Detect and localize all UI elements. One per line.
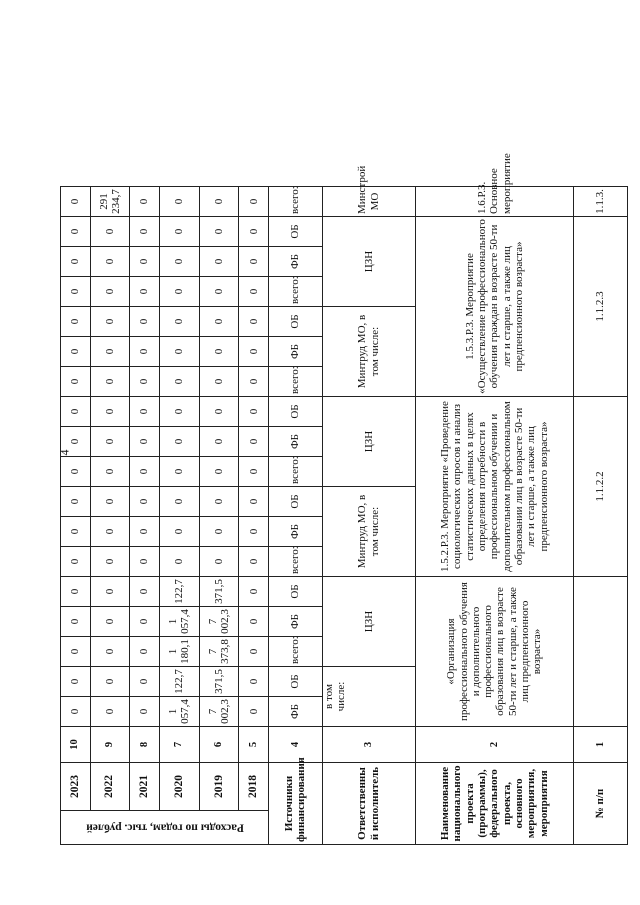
value-cell: 0 bbox=[159, 337, 199, 367]
value-cell: 0 bbox=[239, 697, 269, 727]
source-cell: ОБ bbox=[269, 577, 323, 607]
value-cell: 0 bbox=[159, 517, 199, 547]
value-cell: 0 bbox=[199, 517, 239, 547]
source-cell: ОБ bbox=[269, 397, 323, 427]
table-row bbox=[159, 37, 199, 845]
value-cell: 0 bbox=[199, 307, 239, 337]
value-cell: 1 057,4 bbox=[159, 607, 199, 637]
value-cell: 0 bbox=[199, 337, 239, 367]
value-cell: 0 bbox=[130, 217, 160, 247]
table-row bbox=[130, 37, 160, 845]
value-cell: 0 bbox=[199, 397, 239, 427]
value-cell: 0 bbox=[61, 637, 91, 667]
value-cell: 0 bbox=[239, 307, 269, 337]
value-cell: 0 bbox=[239, 217, 269, 247]
value-cell: 0 bbox=[130, 337, 160, 367]
value-cell: 0 bbox=[239, 457, 269, 487]
column-number: 7 bbox=[159, 727, 199, 763]
responsible-cell: ЦЗН bbox=[322, 217, 415, 307]
table-row bbox=[239, 37, 269, 845]
value-cell: 0 bbox=[130, 487, 160, 517]
column-number: 8 bbox=[130, 727, 160, 763]
value-cell: 0 bbox=[199, 457, 239, 487]
value-cell: 0 bbox=[159, 187, 199, 217]
value-cell: 1 057,4 bbox=[159, 697, 199, 727]
value-cell: 371,5 bbox=[199, 667, 239, 697]
value-cell: 0 bbox=[239, 427, 269, 457]
source-cell: ОБ bbox=[269, 217, 323, 247]
value-cell: 0 bbox=[130, 607, 160, 637]
value-cell: 0 bbox=[159, 307, 199, 337]
value-cell: 0 bbox=[199, 547, 239, 577]
value-cell: 0 bbox=[239, 577, 269, 607]
expenses-header: Расходы по годам, тыс. рублей bbox=[61, 811, 269, 845]
value-cell: 0 bbox=[159, 217, 199, 247]
measure-name: 1.6.Р.3. Основное мероприятие bbox=[415, 187, 573, 217]
value-cell: 0 bbox=[90, 427, 130, 457]
value-cell: 371,5 bbox=[199, 577, 239, 607]
value-cell: 0 bbox=[130, 397, 160, 427]
column-number: 2 bbox=[415, 727, 573, 763]
year-header: 2023 bbox=[61, 763, 91, 811]
source-cell: всего: bbox=[269, 457, 323, 487]
value-cell: 0 bbox=[239, 547, 269, 577]
value-cell: 0 bbox=[61, 247, 91, 277]
value-cell: 0 bbox=[61, 307, 91, 337]
value-cell: 0 bbox=[61, 367, 91, 397]
value-cell: 0 bbox=[239, 637, 269, 667]
value-cell: 0 bbox=[90, 547, 130, 577]
value-cell: 0 bbox=[239, 517, 269, 547]
value-cell: 0 bbox=[159, 427, 199, 457]
value-cell: 0 bbox=[90, 397, 130, 427]
year-header: 2022 bbox=[90, 763, 130, 811]
column-number: 6 bbox=[199, 727, 239, 763]
value-cell: 7 373,8 bbox=[199, 637, 239, 667]
value-cell: 0 bbox=[239, 247, 269, 277]
table-row bbox=[199, 37, 239, 845]
value-cell: 0 bbox=[159, 367, 199, 397]
value-cell: 0 bbox=[90, 337, 130, 367]
value-cell: 0 bbox=[61, 667, 91, 697]
value-cell: 0 bbox=[199, 217, 239, 247]
value-cell: 0 bbox=[130, 427, 160, 457]
value-cell: 0 bbox=[130, 547, 160, 577]
value-cell: 122,7 bbox=[159, 577, 199, 607]
value-cell: 7 002,3 bbox=[199, 607, 239, 637]
value-cell: 0 bbox=[61, 427, 91, 457]
source-cell: ОБ bbox=[269, 307, 323, 337]
source-cell: ФБ bbox=[269, 517, 323, 547]
value-cell: 0 bbox=[90, 277, 130, 307]
value-cell: 0 bbox=[90, 217, 130, 247]
source-cell: всего: bbox=[269, 547, 323, 577]
value-cell: 0 bbox=[239, 607, 269, 637]
value-cell: 0 bbox=[61, 697, 91, 727]
number-header: № п/п bbox=[574, 763, 628, 845]
source-cell: всего: bbox=[269, 367, 323, 397]
value-cell: 0 bbox=[130, 457, 160, 487]
year-header: 2020 bbox=[159, 763, 199, 811]
value-cell: 0 bbox=[61, 517, 91, 547]
value-cell: 0 bbox=[239, 337, 269, 367]
source-cell: ФБ bbox=[269, 697, 323, 727]
value-cell: 0 bbox=[61, 217, 91, 247]
source-cell: ФБ bbox=[269, 337, 323, 367]
row-number: 1.1.2.3 bbox=[574, 217, 628, 397]
value-cell: 0 bbox=[159, 247, 199, 277]
table-row bbox=[61, 37, 91, 845]
value-cell: 0 bbox=[159, 277, 199, 307]
value-cell: 0 bbox=[239, 487, 269, 517]
value-cell: 0 bbox=[199, 247, 239, 277]
value-cell: 0 bbox=[90, 607, 130, 637]
value-cell: 0 bbox=[90, 697, 130, 727]
value-cell: 0 bbox=[159, 397, 199, 427]
column-number: 3 bbox=[322, 727, 415, 763]
responsible-cell: ЦЗН bbox=[322, 397, 415, 487]
value-cell: 1 180,1 bbox=[159, 637, 199, 667]
row-number-empty bbox=[574, 577, 628, 727]
value-cell: 0 bbox=[61, 547, 91, 577]
rotated-page bbox=[57, 40, 628, 845]
value-cell: 0 bbox=[130, 577, 160, 607]
responsible-header: Ответственны й исполнитель bbox=[322, 763, 415, 845]
source-cell: ФБ bbox=[269, 247, 323, 277]
source-cell: ФБ bbox=[269, 607, 323, 637]
source-cell: ОБ bbox=[269, 487, 323, 517]
responsible-cell: Минтруд МО, в том числе: bbox=[322, 487, 415, 577]
source-cell: всего: bbox=[269, 277, 323, 307]
value-cell: 0 bbox=[239, 277, 269, 307]
expenses-table bbox=[57, 36, 628, 845]
value-cell: 0 bbox=[90, 367, 130, 397]
value-cell: 0 bbox=[61, 337, 91, 367]
column-number: 10 bbox=[61, 727, 91, 763]
value-cell: 0 bbox=[199, 367, 239, 397]
table-row bbox=[90, 37, 130, 845]
value-cell: 0 bbox=[130, 367, 160, 397]
column-number: 5 bbox=[239, 727, 269, 763]
value-cell: 0 bbox=[130, 637, 160, 667]
value-cell: 0 bbox=[90, 517, 130, 547]
value-cell: 0 bbox=[90, 487, 130, 517]
value-cell: 0 bbox=[61, 277, 91, 307]
value-cell: 0 bbox=[61, 457, 91, 487]
value-cell: 0 bbox=[130, 187, 160, 217]
value-cell: 0 bbox=[159, 457, 199, 487]
measure-name: «Организация профессионального обучения и дополнительного профессионального образования лиц в возрасте 50-ти лет и старше, а также лиц предпенсионного возраста» bbox=[415, 577, 573, 727]
value-cell: 0 bbox=[90, 457, 130, 487]
value-cell: 0 bbox=[61, 607, 91, 637]
value-cell: 0 bbox=[159, 547, 199, 577]
value-cell: 0 bbox=[130, 697, 160, 727]
responsible-cell: Минтруд МО, в том числе: bbox=[322, 307, 415, 397]
value-cell: 0 bbox=[199, 277, 239, 307]
responsible-cell: в том числе: bbox=[322, 667, 415, 727]
value-cell: 0 bbox=[239, 187, 269, 217]
value-cell: 122,7 bbox=[159, 667, 199, 697]
measure-name: 1.5.2.Р.3. Мероприятие «Проведение социологических опросов и анализ статистических данных в целях определения потребности в профессиональном обучении и дополнительном профессиональном образовании лиц в возрасте 50-ти лет и старше, а также лиц предпенсионного возраста» bbox=[415, 397, 573, 577]
value-cell: 0 bbox=[159, 487, 199, 517]
year-header: 2018 bbox=[239, 763, 269, 811]
value-cell: 0 bbox=[130, 517, 160, 547]
responsible-cell: Минстрой МО bbox=[322, 187, 415, 217]
source-cell: всего: bbox=[269, 187, 323, 217]
value-cell: 7 002,3 bbox=[199, 697, 239, 727]
value-cell: 0 bbox=[90, 667, 130, 697]
value-cell: 0 bbox=[90, 637, 130, 667]
source-cell: ОБ bbox=[269, 667, 323, 697]
column-number: 1 bbox=[574, 727, 628, 763]
value-cell: 0 bbox=[199, 427, 239, 457]
value-cell: 0 bbox=[61, 187, 91, 217]
year-header: 2019 bbox=[199, 763, 239, 811]
value-cell: 0 bbox=[130, 277, 160, 307]
value-cell: 0 bbox=[130, 667, 160, 697]
page-number: 4 bbox=[57, 449, 72, 456]
name-header: Наименование национального проекта (программы), федерального проекта, основного мероприятия, мероприятия bbox=[415, 763, 573, 845]
column-number: 4 bbox=[269, 727, 323, 763]
column-number: 9 bbox=[90, 727, 130, 763]
sources-header: Источники финансирования bbox=[269, 763, 323, 845]
value-cell: 0 bbox=[61, 577, 91, 607]
measure-name: 1.5.3.Р.3. Мероприятие «Осуществление профессионального обучения граждан в возрасте 50-ти лет и старше, а также лиц предпенсионного возраста» bbox=[415, 217, 573, 397]
row-number: 1.1.3. bbox=[574, 187, 628, 217]
value-cell: 0 bbox=[61, 397, 91, 427]
value-cell: 0 bbox=[61, 487, 91, 517]
year-header: 2021 bbox=[130, 763, 160, 811]
value-cell: 0 bbox=[130, 307, 160, 337]
value-cell: 0 bbox=[239, 667, 269, 697]
value-cell: 0 bbox=[90, 247, 130, 277]
value-cell: 0 bbox=[199, 487, 239, 517]
row-number: 1.1.2.2 bbox=[574, 397, 628, 577]
value-cell: 0 bbox=[90, 577, 130, 607]
source-cell: ФБ bbox=[269, 427, 323, 457]
value-cell: 0 bbox=[199, 187, 239, 217]
value-cell: 291 234,7 bbox=[90, 187, 130, 217]
responsible-cell: ЦЗН bbox=[322, 577, 415, 667]
value-cell: 0 bbox=[130, 247, 160, 277]
source-cell: всего: bbox=[269, 637, 323, 667]
value-cell: 0 bbox=[239, 397, 269, 427]
value-cell: 0 bbox=[239, 367, 269, 397]
value-cell: 0 bbox=[90, 307, 130, 337]
